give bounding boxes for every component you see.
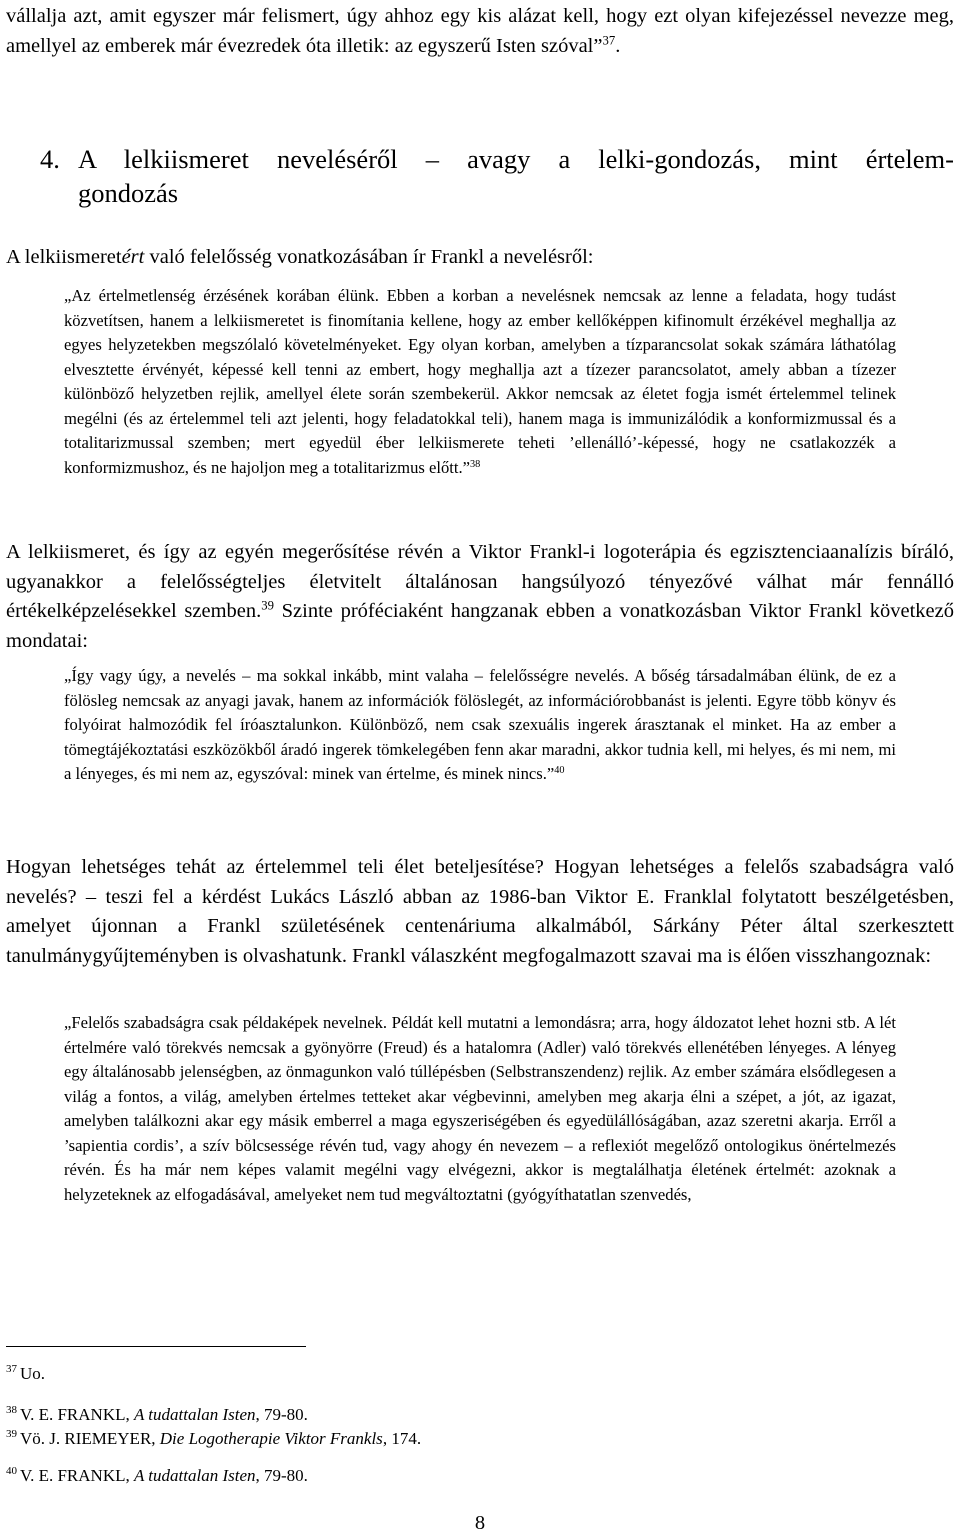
paragraph-2-text: A lelkiismeret, és így az egyén megerősítése révén a Viktor Frankl-i logoterápia és egzisztenciaanalízis bíráló, ugyanakkor a felelősségteljes életvitelt általánosan hangsúlyozó tényezővé válhat már fennálló értékelképzelésekkel szemben.	[6, 541, 954, 622]
footnote-text: V. E. FRANKL,	[20, 1466, 134, 1485]
body-paragraph-2	[6, 538, 954, 656]
top-paragraph-text: vállalja azt, amit egyszer már felismert, úgy ahhoz egy kis alázat kell, hogy ezt olyan kifejezéssel nevezze meg, amellyel az emberek már évezredek óta illetik: az egyszerű Isten szóval”	[6, 5, 954, 57]
footnote-separator	[6, 1346, 306, 1347]
intro-text-before: A lelkiismeret	[6, 246, 122, 268]
footnote-39	[6, 1424, 421, 1449]
footnote-number: 39	[6, 1428, 17, 1440]
section-title-line1: A lelkiismeret neveléséről – avagy a lelki-gondozás, mint értelem-	[78, 144, 954, 174]
footnote-italic: Die Logotherapie Viktor Frankls	[159, 1429, 383, 1448]
footnote-ref-38[interactable]: 38	[469, 458, 481, 470]
section-heading-line1	[40, 142, 954, 176]
top-paragraph-tail: .	[615, 34, 621, 57]
footnote-after: , 79-80.	[255, 1466, 308, 1485]
section-number: 4.	[40, 144, 60, 174]
footnote-ref-40[interactable]: 40	[554, 764, 565, 776]
quote-block-3	[64, 1011, 896, 1207]
footnote-italic: A tudattalan Isten	[133, 1466, 256, 1485]
intro-italic: ért	[121, 246, 145, 268]
intro-text-after: való felelősség vonatkozásában ír Frankl a nevelésről:	[144, 246, 594, 268]
footnote-text: Uo.	[20, 1364, 46, 1383]
body-paragraph-3	[6, 853, 954, 971]
quote-3-text: „Felelős szabadságra csak példaképek nevelnek. Példát kell mutatni a lemondásra; arra, hogy áldozatot lehet hozni stb. A lét értelmére való törekvés nemcsak a gyönyörre (Freud) és a hatalomra (Adler) való törekvés ellenétében lényeges. A lényeg egy általánosabb jelenségben, az önmagunkon való túllépésben (Selbstranszendenz) rejlik. Az ember számára elsődlegesen a világ a fontos, a világ, amelyben értelmes tetteket akar végbevinni, amelyben meg akarja élni a szépet, a jót, az igazat, amelyben találkozni akar egy másik emberrel a maga egyszeriségében és egyedülállóságában, azaz szeretni akarja. Erről a ’sapientia cordis’, a szív bölcsessége révén tud, vagy ahogy én nevezem – a reflexiót megelőző ontologikus önértelmezés révén. És ha már nem képes valamit megélni vagy elvégezni, akkor is megtalálhatja életének értelmét: azoknak a helyzeteknek az elfogadásával, amelyeket nem tud megváltoztatni (gyógyíthatatlan szenvedés,	[64, 1013, 896, 1204]
footnote-ref-39[interactable]: 39	[261, 598, 274, 613]
footnote-text: Vö. J. RIEMEYER,	[20, 1429, 160, 1448]
footnote-37	[6, 1359, 45, 1384]
intro-paragraph	[6, 243, 954, 273]
page-number: 8	[474, 1512, 486, 1534]
quote-block-2	[64, 664, 896, 787]
quote-2-text: „Így vagy úgy, a nevelés – ma sokkal inkább, mint valaha – felelősségre nevelés. A bőség társadalmában élünk, de ez a fölösleg nemcsak az anyagi javak, hanem az információk fölöslegét, az információrobbanást is jelenti. Egyre több könyv és folyóirat halmozódik fel íróasztalunkon. Különböző, nem csak szexuális ingerek árasztanak el minket. Ha az ember a tömegtájékoztatási eszközökből áradó ingerek tömkelegében fenn akar maradni, akkor tudnia kell, mi helyes, és mi nem, mi a lényeges, és mi nem az, egyszóval: minek van értelme, és minek nincs.”	[64, 666, 896, 783]
section-heading	[40, 142, 954, 210]
footnote-ref-37[interactable]: 37	[602, 32, 616, 47]
footnote-after: , 79-80.	[255, 1405, 308, 1424]
footnote-38	[6, 1400, 308, 1425]
section-title-line2: gondozás	[78, 178, 179, 208]
top-paragraph	[6, 2, 954, 61]
footnote-italic: A tudattalan Isten	[133, 1405, 256, 1424]
footnote-text: V. E. FRANKL,	[20, 1405, 134, 1424]
footnote-after: , 174.	[382, 1429, 422, 1448]
quote-1-text: „Az értelmetlenség érzésének korában élünk. Ebben a korban a nevelésnek nemcsak az lenne a feladata, hogy tudást közvetítsen, hanem a lelkiismeretet is finomítania kellene, hogy az ember kellőképpen kifinomult érzékével meghallja az egyes helyzetekben megszólaló követelményeket. Egy olyan korban, amelyben a tízparancsolat sokak számára láthatólag elvesztette érvényét, képessé kell tenni az embert, hogy meghallja azt a tízezer parancsolatot, amely abban a tízezer különböző helyzetben rejlik, amellyel élete során szembekerül. Akkor nemcsak az életet fogja ismét értelemmel telinek megélni (és az értelemmel teli azt jelenti, hogy feladatokkal teli), hanem maga is immunizálódik a konformizmussal és a totalitarizmussal szemben; mert egyedül éber lelkiismerete teheti ’ellenálló’-képessé, hogy ne csatlakozzék a konformizmushoz, és ne hajoljon meg a totalitarizmus előtt.”	[64, 286, 896, 477]
footnote-40	[6, 1461, 308, 1486]
footnote-number: 37	[6, 1363, 17, 1375]
paragraph-3-text: Hogyan lehetséges tehát az értelemmel teli élet beteljesítése? Hogyan lehetséges a felelős szabadságra való nevelés? – teszi fel a kérdést Lukács László abban az 1986-ban Viktor E. Franklal folytatott beszélgetésben, amelyet újonnan a Frankl születésének centenáriuma alkalmából, Sárkány Péter által szerkesztett tanulmánygyűjteményben is olvashatunk. Frankl válaszként megfogalmazott szavai ma is élően visszhangoznak:	[6, 856, 954, 967]
footnote-number: 38	[6, 1404, 17, 1416]
paragraph-2-text-after: Szinte próféciaként hangzanak ebben a vonatkozásban Viktor Frankl következő mondatai:	[6, 600, 954, 652]
quote-block-1	[64, 284, 896, 480]
footnote-number: 40	[6, 1465, 17, 1477]
